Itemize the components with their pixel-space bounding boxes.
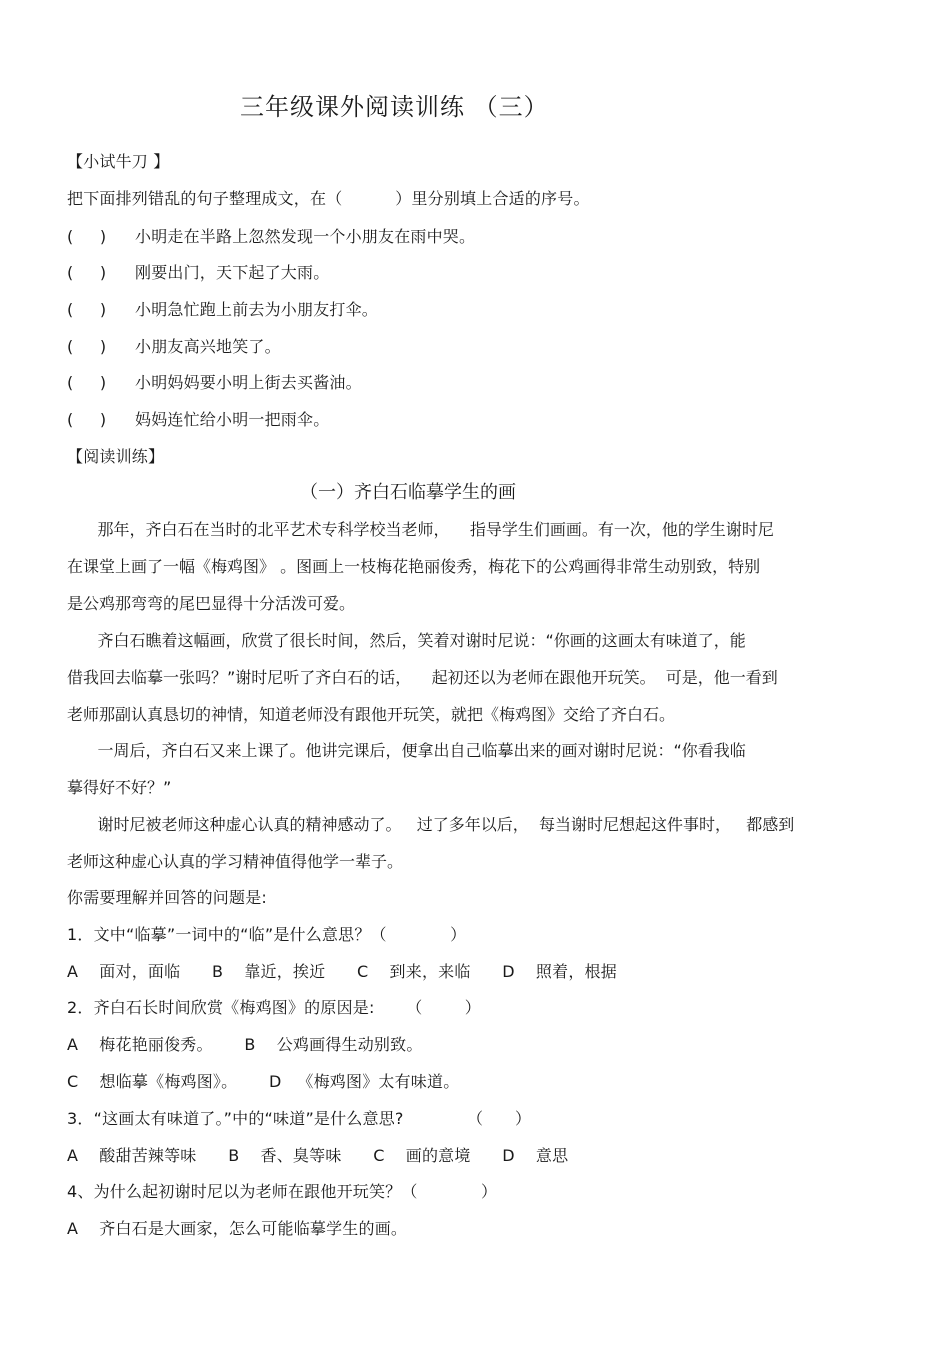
story-line: 老师那副认真恳切的神情，知道老师没有跟他开玩笑，就把《梅鸡图》交给了齐白石。 <box>67 705 676 724</box>
story-line: 借我回去临摹一张吗？”谢时尼听了齐白石的话， 起初还以为老师在跟他开玩笑。 可是，他一看到 <box>67 668 778 687</box>
ordering-sentence: 刚要出门，天下起了大雨。 <box>135 263 330 282</box>
ordering-instruction: 把下面排列错乱的句子整理成文，在（ ）里分别填上合适的序号。 <box>67 189 590 208</box>
story-line: 在课堂上画了一幅《梅鸡图》 。图画上一枝梅花艳丽俊秀，梅花下的公鸡画得非常生动别致，特别 <box>67 557 761 576</box>
story-line: 一周后，齐白石又来上课了。他讲完课后，便拿出自己临摹出来的画对谢时尼说：“你看我临 <box>67 741 746 760</box>
story-line: 老师这种虚心认真的学习精神值得他学一辈子。 <box>67 852 404 871</box>
section-heading-warmup: 【小试牛刀 】 <box>67 152 170 171</box>
ordering-sentence: 小明走在半路上忽然发现一个小朋友在雨中哭。 <box>135 227 476 246</box>
ordering-sentence: 小明妈妈要小明上街去买酱油。 <box>135 373 362 392</box>
question-options: C 想临摹《梅鸡图》。 D 《梅鸡图》太有味道。 <box>67 1072 460 1091</box>
ordering-item <box>67 373 362 393</box>
story-line: 齐白石瞧着这幅画，欣赏了很长时间，然后，笑着对谢时尼说：“你画的这画太有味道了，能 <box>67 631 746 650</box>
ordering-item <box>67 300 379 320</box>
ordering-sentence: 妈妈连忙给小明一把雨伞。 <box>135 410 330 429</box>
order-blank[interactable]: ( ) <box>67 263 107 282</box>
ordering-item <box>67 263 330 283</box>
order-blank[interactable]: ( ) <box>67 227 107 246</box>
question-line: 4、为什么起初谢时尼以为老师在跟他开玩笑？（ ） <box>67 1182 498 1201</box>
question-options: A 齐白石是大画家，怎么可能临摹学生的画。 <box>67 1219 408 1238</box>
question-options: A 面对，面临 B 靠近，挨近 C 到来，来临 D 照着，根据 <box>67 962 617 981</box>
page-title: 三年级课外阅读训练 （三） <box>240 93 549 121</box>
story-line: 是公鸡那弯弯的尾巴显得十分活泼可爱。 <box>67 594 356 613</box>
ordering-item <box>67 337 281 357</box>
questions-intro: 你需要理解并回答的问题是: <box>67 888 267 907</box>
ordering-sentence: 小明急忙跑上前去为小朋友打伞。 <box>135 300 379 319</box>
story-line: 那年，齐白石在当时的北平艺术专科学校当老师， 指导学生们画画。有一次，他的学生谢时尼 <box>67 520 774 539</box>
section-heading-reading: 【阅读训练】 <box>67 447 165 466</box>
order-blank[interactable]: ( ) <box>67 373 107 392</box>
question-options: A 酸甜苦辣等味 B 香、臭等味 C 画的意境 D 意思 <box>67 1146 569 1165</box>
question-line: 1．文中“临摹”一词中的“临”是什么意思？（ ） <box>67 925 467 944</box>
question-options: A 梅花艳丽俊秀。 B 公鸡画得生动别致。 <box>67 1035 423 1054</box>
ordering-sentence: 小朋友高兴地笑了。 <box>135 337 281 356</box>
story-title: （一）齐白石临摹学生的画 <box>300 482 516 503</box>
order-blank[interactable]: ( ) <box>67 410 107 429</box>
story-line: 摹得好不好？” <box>67 778 172 797</box>
ordering-item <box>67 410 330 430</box>
order-blank[interactable]: ( ) <box>67 300 107 319</box>
story-line: 谢时尼被老师这种虚心认真的精神感动了。 过了多年以后， 每当谢时尼想起这件事时， 都感到 <box>67 815 795 834</box>
question-line: 2．齐白石长时间欣赏《梅鸡图》的原因是: （ ） <box>67 998 481 1017</box>
question-line: 3．“这画太有味道了。”中的“味道”是什么意思? （ ） <box>67 1109 532 1128</box>
ordering-item <box>67 227 476 247</box>
order-blank[interactable]: ( ) <box>67 337 107 356</box>
